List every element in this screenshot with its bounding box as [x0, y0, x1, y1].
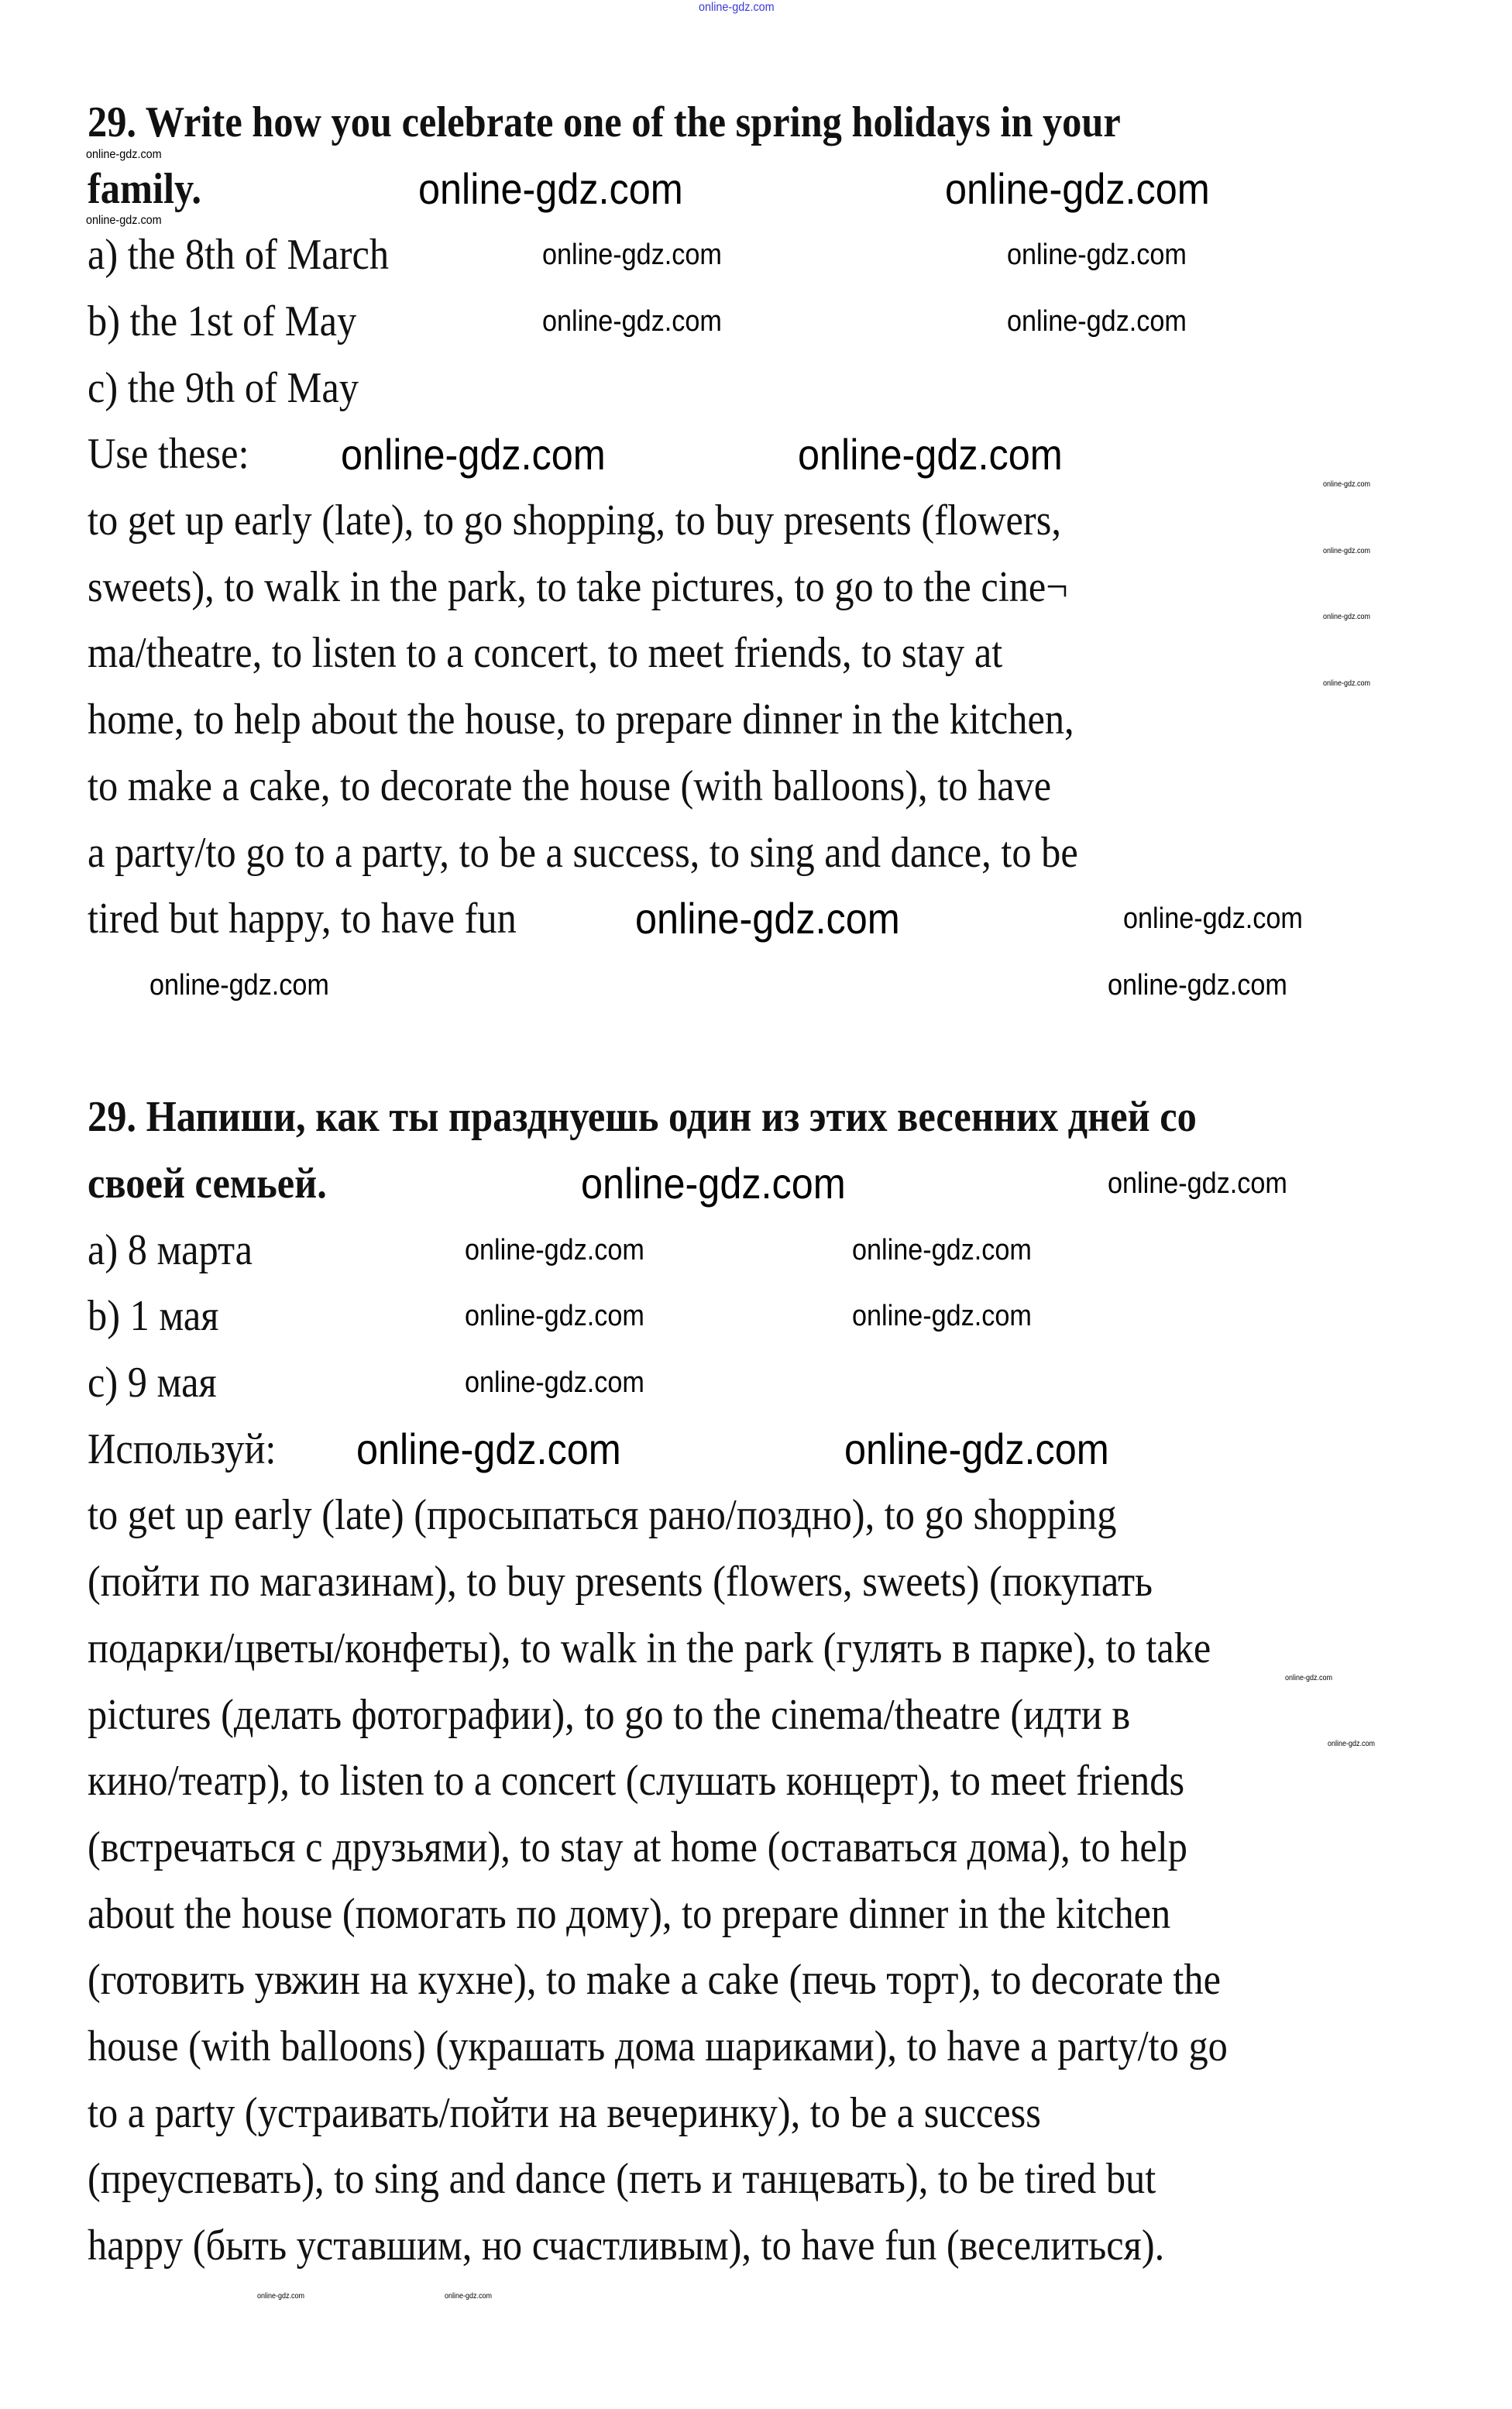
text-line: about the house (помогать по дому), to prepare dinner in the kitchen — [88, 1889, 1171, 1938]
watermark: online-gdz.com — [844, 1424, 1109, 1473]
text-line: b) the 1st of May — [88, 297, 357, 345]
watermark: online-gdz.com — [445, 2292, 493, 2301]
watermark: online-gdz.com — [1328, 1740, 1376, 1748]
watermark: online-gdz.com — [1108, 1167, 1287, 1200]
text-line: (пойти по магазинам), to buy presents (flowers, sweets) (покупать — [88, 1558, 1153, 1607]
watermark: online-gdz.com — [465, 1366, 644, 1399]
watermark: online-gdz.com — [1123, 902, 1303, 935]
watermark: online-gdz.com — [1007, 305, 1187, 338]
watermark-top: online-gdz.com — [699, 1, 775, 14]
text-line: pictures (делать фотографии), to go to the cinema/theatre (идти в — [88, 1690, 1131, 1739]
text-line: ma/theatre, to listen to a concert, to meet friends, to stay at — [88, 629, 1003, 678]
watermark: online-gdz.com — [798, 430, 1063, 479]
text-line: happy (быть уставшим, но счастливым), to have fun (веселиться). — [88, 2222, 1165, 2270]
watermark: online-gdz.com — [149, 969, 329, 1002]
watermark: online-gdz.com — [542, 239, 722, 271]
text-line: to make a cake, to decorate the house (with balloons), to have — [88, 761, 1052, 810]
text-line: подарки/цветы/конфеты), to walk in the park (гулять в парке), to take — [88, 1624, 1211, 1672]
text-line: кино/театр), to listen to a concert (слушать концерт), to meet friends — [88, 1757, 1185, 1806]
text-line: c) 9 мая — [88, 1359, 217, 1407]
text-line: to get up early (late), to go shopping, to buy presents (flowers, — [88, 497, 1061, 545]
text-line: Используй: — [88, 1424, 277, 1473]
watermark: online-gdz.com — [86, 214, 162, 227]
text-line: to get up early (late) (просыпаться рано/поздно), to go shopping — [88, 1491, 1117, 1540]
watermark: online-gdz.com — [1108, 969, 1287, 1002]
text-line: b) 1 мая — [88, 1292, 219, 1341]
watermark: online-gdz.com — [465, 1234, 644, 1266]
text-line: a) the 8th of March — [88, 231, 390, 280]
watermark: online-gdz.com — [581, 1159, 846, 1208]
text-line: (готовить увжин на кухне), to make a cake (печь торт), to decorate the — [88, 1956, 1222, 2005]
watermark: online-gdz.com — [86, 148, 162, 161]
text-line: to a party (устраивать/пойти на вечеринку), to be a success — [88, 2088, 1041, 2137]
text-line: c) the 9th of May — [88, 363, 359, 412]
section-title-line: family. — [88, 164, 201, 213]
watermark: online-gdz.com — [1323, 480, 1371, 489]
watermark: online-gdz.com — [465, 1300, 644, 1332]
text-line: (встречаться с друзьями), to stay at home (оставаться дома), to help — [88, 1823, 1187, 1871]
text-line: sweets), to walk in the park, to take pictures, to go to the cine¬ — [88, 562, 1068, 611]
watermark: online-gdz.com — [1285, 1674, 1333, 1682]
watermark: online-gdz.com — [945, 164, 1210, 213]
text-line: a) 8 марта — [88, 1225, 253, 1274]
watermark: online-gdz.com — [356, 1424, 621, 1473]
watermark: online-gdz.com — [257, 2292, 305, 2301]
watermark: online-gdz.com — [1323, 613, 1371, 621]
watermark: online-gdz.com — [852, 1234, 1032, 1266]
text-line: (преуспевать), to sing and dance (петь и танцевать), to be tired but — [88, 2155, 1156, 2204]
text-line: a party/to go to a party, to be a success, to sing and dance, to be — [88, 828, 1078, 877]
text-line: house (with balloons) (украшать дома шариками), to have a party/to go — [88, 2022, 1228, 2071]
watermark: online-gdz.com — [341, 430, 606, 479]
watermark: online-gdz.com — [1323, 547, 1371, 555]
watermark: online-gdz.com — [1323, 679, 1371, 688]
text-line: Use these: — [88, 430, 249, 479]
watermark: online-gdz.com — [418, 164, 683, 213]
watermark: online-gdz.com — [1007, 239, 1187, 271]
watermark: online-gdz.com — [635, 894, 900, 943]
watermark: online-gdz.com — [542, 305, 722, 338]
watermark: online-gdz.com — [852, 1300, 1032, 1332]
section-title-line: 29. Напиши, как ты празднуешь один из этих весенних дней со — [88, 1093, 1197, 1142]
text-line: home, to help about the house, to prepare dinner in the kitchen, — [88, 696, 1074, 744]
text-line: tired but happy, to have fun — [88, 895, 517, 943]
section-title-line: 29. Write how you celebrate one of the spring holidays in your — [88, 98, 1121, 146]
section-title-line: своей семьей. — [88, 1160, 327, 1208]
